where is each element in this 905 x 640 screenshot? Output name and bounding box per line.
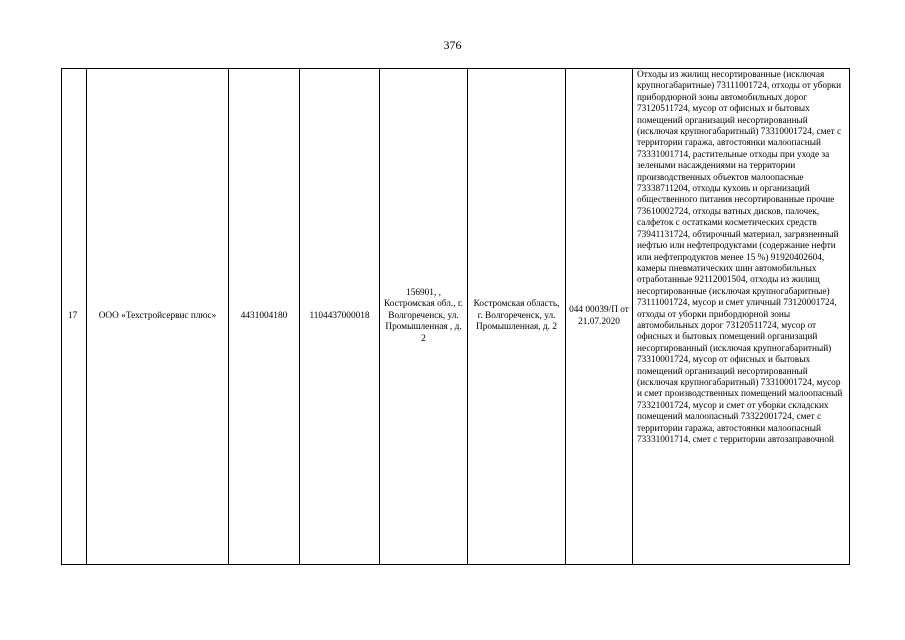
row-number: 17 bbox=[68, 310, 78, 321]
license-cell bbox=[566, 69, 633, 565]
legal-address-cell bbox=[380, 69, 468, 565]
inn-value: 4431004180 bbox=[240, 310, 288, 321]
ogrn-value: 1104437000018 bbox=[309, 310, 370, 321]
legal-address: 156901, , Костромская обл., г. Волгореченск, ул. Промышленная , д. 2 bbox=[383, 287, 463, 344]
object-address-cell bbox=[468, 69, 566, 565]
license-number: 044 00039/П от 21.07.2020 bbox=[569, 305, 629, 327]
object-address: Костромская область, г. Волгореченск, ул. Промышленная, д. 2 bbox=[473, 299, 560, 333]
page-number: 376 bbox=[443, 38, 462, 52]
ogrn-cell bbox=[300, 69, 380, 565]
registry-table bbox=[61, 68, 850, 565]
organization-cell bbox=[87, 69, 229, 565]
organization-name: ООО «Техстройсервис плюс» bbox=[98, 310, 217, 321]
inn-cell bbox=[229, 69, 300, 565]
row-number-cell bbox=[62, 69, 87, 565]
table-row bbox=[62, 69, 850, 565]
waste-types-text: Отходы из жилищ несортированные (исключая крупногабаритные) 73111001724, отходы от уборки прибордюрной зоны автомобильных дорог 73120511724, мусор от офисных и бытовых помещений организаций несортированный (исключая крупногабаритный) 73310001724, смет с территории гаража, автостоянки малоопасный 73331001714, растительные отходы при уходе за зелеными насаждениями на территории производственных объектов малоопасные 73338711204, отходы кухонь и организаций общественного питания несортированные прочие 73610002724, отходы ватных дисков, палочек, салфеток с остатками косметических средств 73941131724, обтирочный материал, загрязненный нефтью или нефтепродуктами (содержание нефти или нефтепродуктов менее 15 %) 91920402604, камеры пневматических шин автомобильных отработанные 92112001504, отходы из жилищ несортированные (исключая крупногабаритные) 73111001724, мусор и смет уличный 73120001724, отходы от уборки прибордюрной зоны автомобильных дорог 73120511724, мусор от офисных и бытовых помещений организаций несортированный (исключая крупногабаритный) 73310001724, мусор от офисных и бытовых помещений организаций несортированный (исключая крупногабаритный) 73310001724, мусор и смет производственных помещений малоопасный 73321001724, мусор и смет от уборки складских помещений малоопасный 73322001724, смет с территории гаража, автостоянки малоопасный 73331001714, смет с территории автозаправочной bbox=[637, 70, 843, 445]
waste-types-cell bbox=[633, 69, 850, 565]
